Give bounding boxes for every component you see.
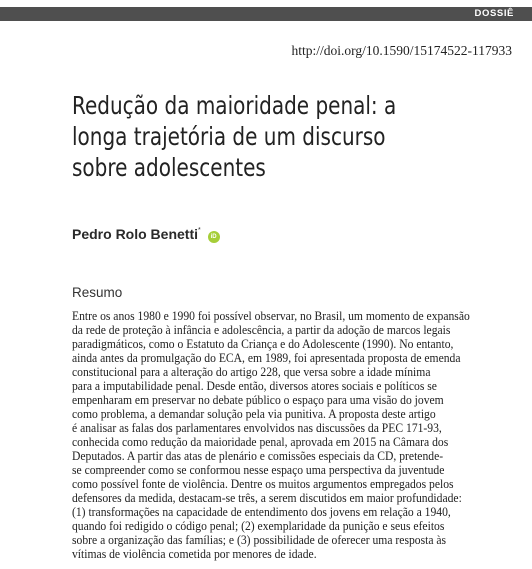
abstract-line: sobre a organização das famílias; e (3) possibilidade de oferecer uma resposta às xyxy=(72,533,447,547)
author-line xyxy=(72,226,220,243)
author-name: Pedro Rolo Benetti xyxy=(72,226,199,242)
author-footnote-marker: * xyxy=(198,227,201,234)
abstract-line: da rede de proteção à infância e adolescência, a partir da adoção de marcos legais xyxy=(72,323,451,337)
abstract-line: conhecida como redução da maioridade penal, aprovada em 2015 na Câmara dos xyxy=(72,435,449,449)
abstract-line: quando foi redigido o código penal; (2) exemplaridade da punição e seus efeitos xyxy=(72,519,445,533)
abstract-line: Deputados. A partir das atas de plenário e comissões especiais da CD, pretende- xyxy=(72,449,444,463)
doi-link[interactable]: http://doi.org/10.1590/15174522-117933 xyxy=(291,43,512,58)
abstract-line: como possível fonte de violência. Dentre os muitos argumentos empregados pelos xyxy=(72,477,454,491)
article-title xyxy=(72,90,408,183)
abstract-line: constitucional para a alteração do artigo 228, que versa sobre a idade mínima xyxy=(72,365,431,379)
orcid-icon[interactable]: iD xyxy=(208,231,220,243)
abstract-line: se compreender como se conformou nesse espaço uma perspectiva da juventude xyxy=(72,463,445,477)
abstract-line: ainda antes da promulgação do ECA, em 1989, foi apresentada proposta de emenda xyxy=(72,351,461,365)
abstract-line: vítimas de violência cometida por menores de idade. xyxy=(72,547,317,561)
title-line: Redução da maioridade penal: a xyxy=(72,91,397,120)
section-tag: DOSSIÊ xyxy=(474,8,514,19)
abstract-line: é analisar as falas dos parlamentares envolvidos nas discussões da PEC 171-93, xyxy=(72,421,442,435)
abstract-line: para a imputabilidade penal. Desde então, diversos atores sociais e políticos se xyxy=(72,379,437,393)
title-line: longa trajetória de um discurso xyxy=(72,122,386,151)
abstract-line: paradigmáticos, como o Estatuto da Criança e do Adolescente (1990). No entanto, xyxy=(72,337,454,351)
section-bar xyxy=(0,7,532,21)
abstract-line: defensores da medida, destacam-se três, a serem discutidos em maior profundidade: xyxy=(72,491,462,505)
abstract-heading: Resumo xyxy=(72,285,123,300)
abstract-line: empenharam em preservar no debate público o espaço para uma visão do jovem xyxy=(72,393,444,407)
abstract-line: como problema, a demandar solução pela via punitiva. A proposta deste artigo xyxy=(72,407,436,421)
abstract-line: (1) transformações na capacidade de entendimento dos jovens em relação a 1940, xyxy=(72,505,451,519)
abstract-body xyxy=(72,309,505,561)
abstract-line: Entre os anos 1980 e 1990 foi possível observar, no Brasil, um momento de expansão xyxy=(72,309,470,323)
title-line: sobre adolescentes xyxy=(72,153,266,182)
